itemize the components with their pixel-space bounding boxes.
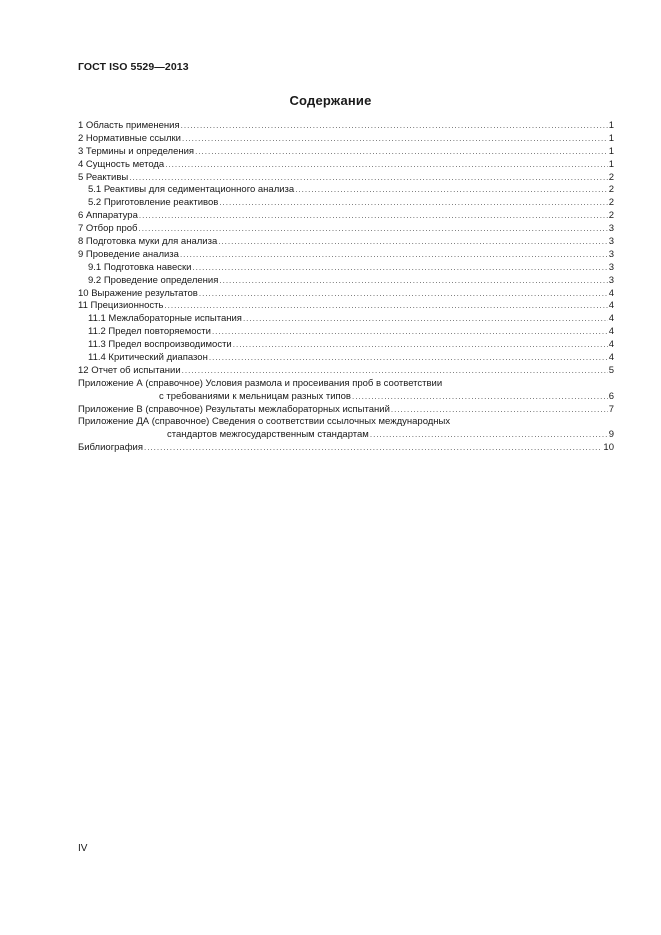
page-number: IV <box>78 843 88 854</box>
toc-leader-dots <box>218 236 607 249</box>
toc-entry-page: 1 <box>608 132 614 144</box>
toc-entry-label: Приложение А (справочное) Условия размола и просеивания проб в соответствии <box>78 377 443 389</box>
toc-leader-dots <box>182 133 608 146</box>
toc-entry[interactable] <box>78 159 614 172</box>
toc-entry-label: 9.1 Подготовка навески <box>88 261 192 273</box>
toc-leader-dots <box>212 326 608 339</box>
toc-leader-dots <box>139 210 608 223</box>
toc-entry-page: 1 <box>608 158 614 170</box>
toc-entry-page: 3 <box>608 274 614 286</box>
toc-entry-label: 5.1 Реактивы для седиментационного анализа <box>88 184 295 196</box>
toc-leader-dots <box>192 262 607 275</box>
document-id-header: ГОСТ ISO 5529—2013 <box>78 61 189 73</box>
toc-leader-dots <box>182 365 608 378</box>
toc-entry-page: 2 <box>608 197 614 209</box>
toc-entry[interactable] <box>78 300 614 313</box>
toc-entry[interactable] <box>78 120 614 133</box>
toc-entry-appendix-a[interactable] <box>78 378 614 404</box>
toc-entry-label: 2 Нормативные ссылки <box>78 132 181 144</box>
toc-entry-appendix-b[interactable] <box>78 404 614 417</box>
toc-entry-label: 4 Сущность метода <box>78 158 165 170</box>
toc-entry-page: 2 <box>608 184 614 196</box>
toc-leader-dots <box>144 442 602 455</box>
toc-leader-dots <box>180 249 608 262</box>
toc-entry-label: 10 Выражение результатов <box>78 287 198 299</box>
toc-entry-page: 4 <box>608 287 614 299</box>
toc-entry[interactable] <box>78 288 614 301</box>
toc-entry[interactable] <box>78 133 614 146</box>
toc-entry[interactable] <box>78 313 614 326</box>
toc-entry-label: 5.2 Приготовление реактивов <box>88 197 219 209</box>
toc-entry-label: 9.2 Проведение определения <box>88 274 219 286</box>
toc-leader-dots <box>164 300 607 313</box>
toc-entry[interactable] <box>78 326 614 339</box>
toc-entry-page: 4 <box>608 352 614 364</box>
toc-leader-dots <box>219 197 607 210</box>
toc-entry[interactable] <box>78 172 614 185</box>
toc-entry-label: 11 Прецизионность <box>78 300 164 312</box>
toc-entry-label: 11.4 Критический диапазон <box>88 352 208 364</box>
toc-entry-label: 8 Подготовка муки для анализа <box>78 236 218 248</box>
toc-leader-dots <box>138 223 607 236</box>
toc-leader-dots <box>209 352 608 365</box>
toc-entry-page: 4 <box>608 339 614 351</box>
toc-entry-label: 3 Термины и определения <box>78 145 195 157</box>
toc-entry-label: 7 Отбор проб <box>78 223 138 235</box>
toc-entry-page: 3 <box>608 261 614 273</box>
toc-entry-page: 7 <box>608 403 614 415</box>
toc-leader-dots <box>243 313 608 326</box>
toc-entry[interactable] <box>78 197 614 210</box>
toc-entry[interactable] <box>78 223 614 236</box>
toc-leader-dots <box>165 159 607 172</box>
toc-entry-label: 5 Реактивы <box>78 171 129 183</box>
toc-entry[interactable] <box>78 146 614 159</box>
toc-entry-label-continuation: с требованиями к мельницам разных типов <box>159 390 351 402</box>
toc-leader-dots <box>370 429 608 442</box>
toc-entry-appendix-da[interactable] <box>78 416 614 442</box>
toc-leader-dots <box>233 339 608 352</box>
toc-entry-label: 11.1 Межлабораторные испытания <box>88 313 242 325</box>
toc-entry-label: Приложение ДА (справочное) Сведения о соответствии ссылочных международных <box>78 416 451 428</box>
table-of-contents <box>78 120 614 455</box>
toc-entry-label: 11.2 Предел повторяемости <box>88 326 211 338</box>
toc-leader-dots <box>195 146 608 159</box>
toc-entry-page: 3 <box>608 248 614 260</box>
toc-entry-page: 2 <box>608 210 614 222</box>
toc-entry-page: 4 <box>608 326 614 338</box>
toc-entry[interactable] <box>78 262 614 275</box>
toc-entry-page: 5 <box>608 364 614 376</box>
toc-entry[interactable] <box>78 339 614 352</box>
toc-entry-bibliography[interactable] <box>78 442 614 455</box>
toc-entry-page: 6 <box>608 390 614 402</box>
toc-entry[interactable] <box>78 249 614 262</box>
toc-entry-label: 1 Область применения <box>78 120 180 131</box>
toc-entry-page: 1 <box>608 145 614 157</box>
toc-entry-label: 9 Проведение анализа <box>78 248 179 260</box>
toc-entry[interactable] <box>78 352 614 365</box>
toc-entry-page: 9 <box>608 429 614 441</box>
toc-entry-label: Приложение В (справочное) Результаты межлабораторных испытаний <box>78 403 390 415</box>
toc-entry-label: Библиография <box>78 442 143 454</box>
toc-title: Содержание <box>289 93 372 108</box>
toc-entry-label: 11.3 Предел воспроизводимости <box>88 339 232 351</box>
toc-leader-dots <box>199 288 608 301</box>
toc-entry[interactable] <box>78 210 614 223</box>
toc-entry[interactable] <box>78 365 614 378</box>
toc-entry-label-continuation: стандартов межгосударственным стандартам <box>167 429 369 441</box>
toc-entry-page: 3 <box>608 223 614 235</box>
toc-entry-label: 6 Аппаратура <box>78 210 138 222</box>
toc-leader-dots <box>129 172 607 185</box>
toc-entry[interactable] <box>78 184 614 197</box>
toc-entry-label: 12 Отчет об испытании <box>78 364 181 376</box>
toc-leader-dots <box>219 275 607 288</box>
toc-entry-page: 2 <box>608 171 614 183</box>
toc-entries <box>78 120 614 378</box>
toc-entry-page: 3 <box>608 236 614 248</box>
toc-leader-dots <box>352 391 608 404</box>
toc-entry-page: 10 <box>603 442 614 454</box>
toc-entry-page: 4 <box>608 300 614 312</box>
toc-entry[interactable] <box>78 275 614 288</box>
toc-entry-page: 1 <box>608 120 614 131</box>
toc-entry-page: 4 <box>608 313 614 325</box>
toc-leader-dots <box>295 184 608 197</box>
toc-leader-dots <box>391 404 608 417</box>
toc-entry[interactable] <box>78 236 614 249</box>
toc-leader-dots <box>181 120 608 133</box>
